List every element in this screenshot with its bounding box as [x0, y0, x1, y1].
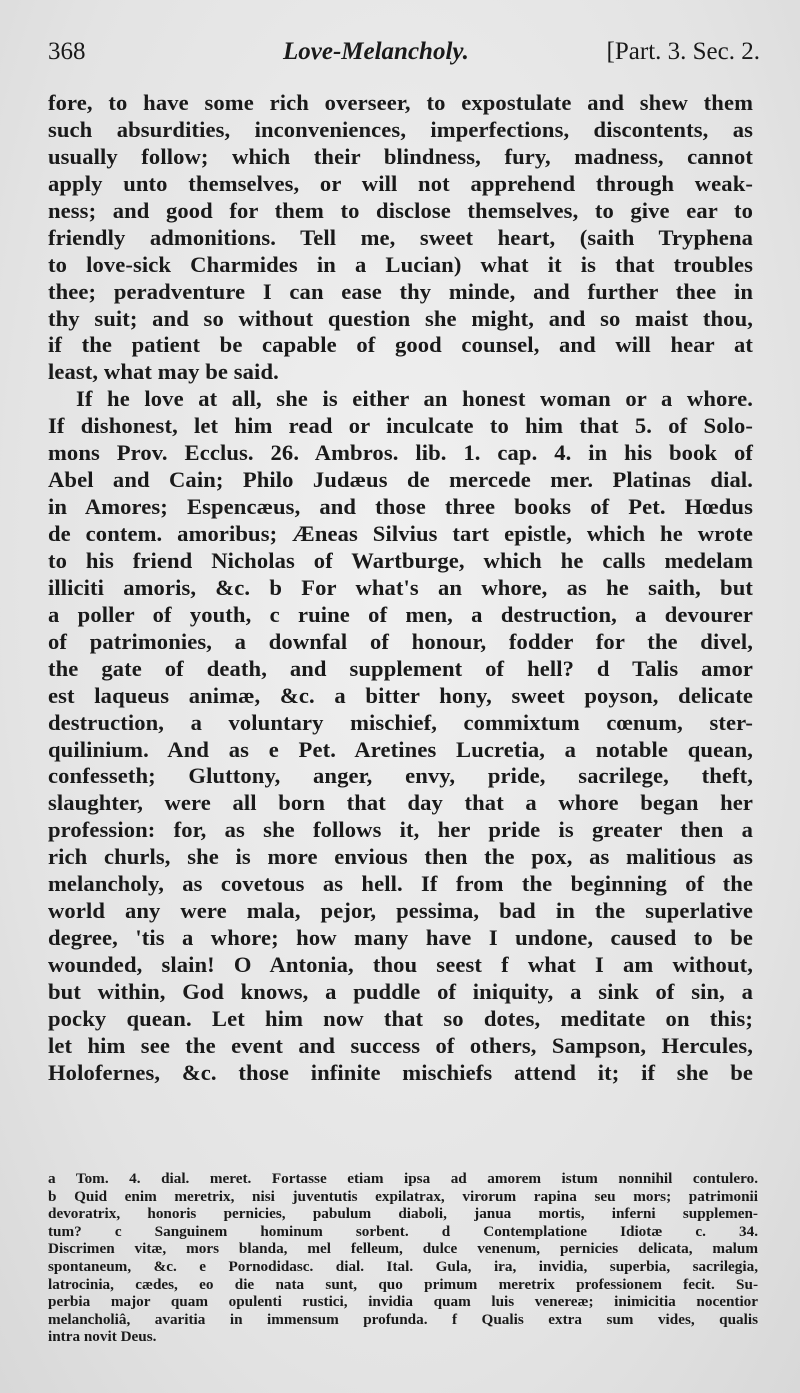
text-line: melancholy, as covetous as hell. If from the beginning of the [48, 871, 753, 897]
footnote-line: devoratrix, honoris pernicies, pabulum diaboli, janua mortis, inferni supplemen- [48, 1205, 758, 1223]
running-title: Love-Melancholy. [283, 38, 469, 65]
text-line: If he love at all, she is either an honest woman or a whore. [76, 386, 753, 412]
text-line: to love-sick Charmides in a Lucian) what it is that troubles [48, 251, 753, 277]
text-line: friendly admonitions. Tell me, sweet heart, (saith Tryphena [48, 224, 753, 250]
text-line: thee; peradventure I can ease thy minde, and further thee in [48, 278, 753, 304]
text-line: such absurdities, inconveniences, imperfections, discontents, as [48, 116, 753, 142]
footnote-line: Discrimen vitæ, mors blanda, mel felleum, dulce venenum, pernicies delicata, malum [48, 1240, 758, 1258]
text-line: usually follow; which their blindness, fury, madness, cannot [48, 143, 753, 169]
text-line: world any were mala, pejor, pessima, bad in the superlative [48, 898, 753, 924]
page-number: 368 [48, 38, 86, 65]
text-line: Holofernes, &c. those infinite mischiefs attend it; if she be [48, 1059, 753, 1085]
text-line: mons Prov. Ecclus. 26. Ambros. lib. 1. cap. 4. in his book of [48, 440, 753, 466]
text-line: de contem. amoribus; Æneas Silvius tart epistle, which he wrote [48, 521, 753, 546]
text-line: least, what may be said. [48, 359, 279, 385]
text-line: Abel and Cain; Philo Judæus de mercede mer. Platinas dial. [48, 467, 753, 493]
text-line: apply unto themselves, or will not apprehend through weak- [48, 170, 753, 196]
text-line: illiciti amoris, &c. b For what's an whore, as he saith, but [48, 574, 753, 600]
text-line: but within, God knows, a puddle of iniquity, a sink of sin, a [48, 978, 753, 1004]
body-text [48, 90, 753, 1087]
text-line: if the patient be capable of good counsel, and will hear at [48, 332, 753, 358]
text-line: quilinium. And as e Pet. Aretines Lucretia, a notable quean, [48, 736, 753, 762]
text-line: profession: for, as she follows it, her pride is greater then a [48, 817, 753, 843]
footnote-line: spontaneum, &c. e Pornodidasc. dial. Ital. Gula, ira, invidia, superbia, sacrilegia, [48, 1257, 758, 1275]
footnotes [48, 1170, 758, 1346]
footnote-line: latrocinia, cædes, eo die nata sunt, quo primum meretrix professionem fecit. Su- [48, 1275, 758, 1293]
text-line: ness; and good for them to disclose themselves, to give ear to [48, 197, 753, 223]
text-line: If dishonest, let him read or inculcate to him that 5. of Solo- [48, 413, 753, 439]
text-line: thy suit; and so without question she might, and so maist thou, [48, 305, 753, 331]
footnote-line: b Quid enim meretrix, nisi juventutis expilatrax, virorum rapina seu mors; patrimonii [48, 1187, 758, 1205]
text-line: rich churls, she is more envious then the pox, as malitious as [48, 844, 753, 870]
text-line: a poller of youth, c ruine of men, a destruction, a devourer [48, 601, 753, 627]
text-line: the gate of death, and supplement of hell? d Talis amor [48, 655, 753, 681]
text-line: of patrimonies, a downfal of honour, fodder for the divel, [48, 628, 753, 654]
footnote-line: perbia major quam opulenti rustici, invidia quam luis venereæ; inimicitia nocentior [48, 1293, 758, 1311]
footnote-line: a Tom. 4. dial. meret. Fortasse etiam ipsa ad amorem istum nonnihil contulero. [48, 1170, 758, 1187]
text-line: let him see the event and success of others, Sampson, Hercules, [48, 1032, 753, 1058]
footnote-line: melancholiâ, avaritia in immensum profunda. f Qualis extra sum vides, qualis [48, 1310, 758, 1328]
text-line: in Amores; Espencæus, and those three books of Pet. Hœdus [48, 494, 753, 520]
text-line: to his friend Nicholas of Wartburge, which he calls medelam [48, 547, 753, 573]
text-line: wounded, slain! O Antonia, thou seest f what I am without, [48, 952, 753, 977]
text-line: fore, to have some rich overseer, to expostulate and shew them [48, 90, 753, 115]
text-line: destruction, a voluntary mischief, commixtum cœnum, ster- [48, 709, 753, 735]
page-header [48, 38, 760, 78]
section-reference: [Part. 3. Sec. 2. [606, 38, 760, 65]
text-line: degree, 'tis a whore; how many have I undone, caused to be [48, 925, 753, 951]
text-line: confesseth; Gluttony, anger, envy, pride, sacrilege, theft, [48, 763, 753, 789]
text-line: slaughter, were all born that day that a whore began her [48, 790, 753, 816]
text-line: pocky quean. Let him now that so dotes, meditate on this; [48, 1005, 753, 1031]
footnote-line: tum? c Sanguinem hominum sorbent. d Contemplatione Idiotæ c. 34. [48, 1222, 758, 1240]
text-line: est laqueus animæ, &c. a bitter hony, sweet poyson, delicate [48, 682, 753, 708]
footnote-line: intra novit Deus. [48, 1328, 157, 1346]
